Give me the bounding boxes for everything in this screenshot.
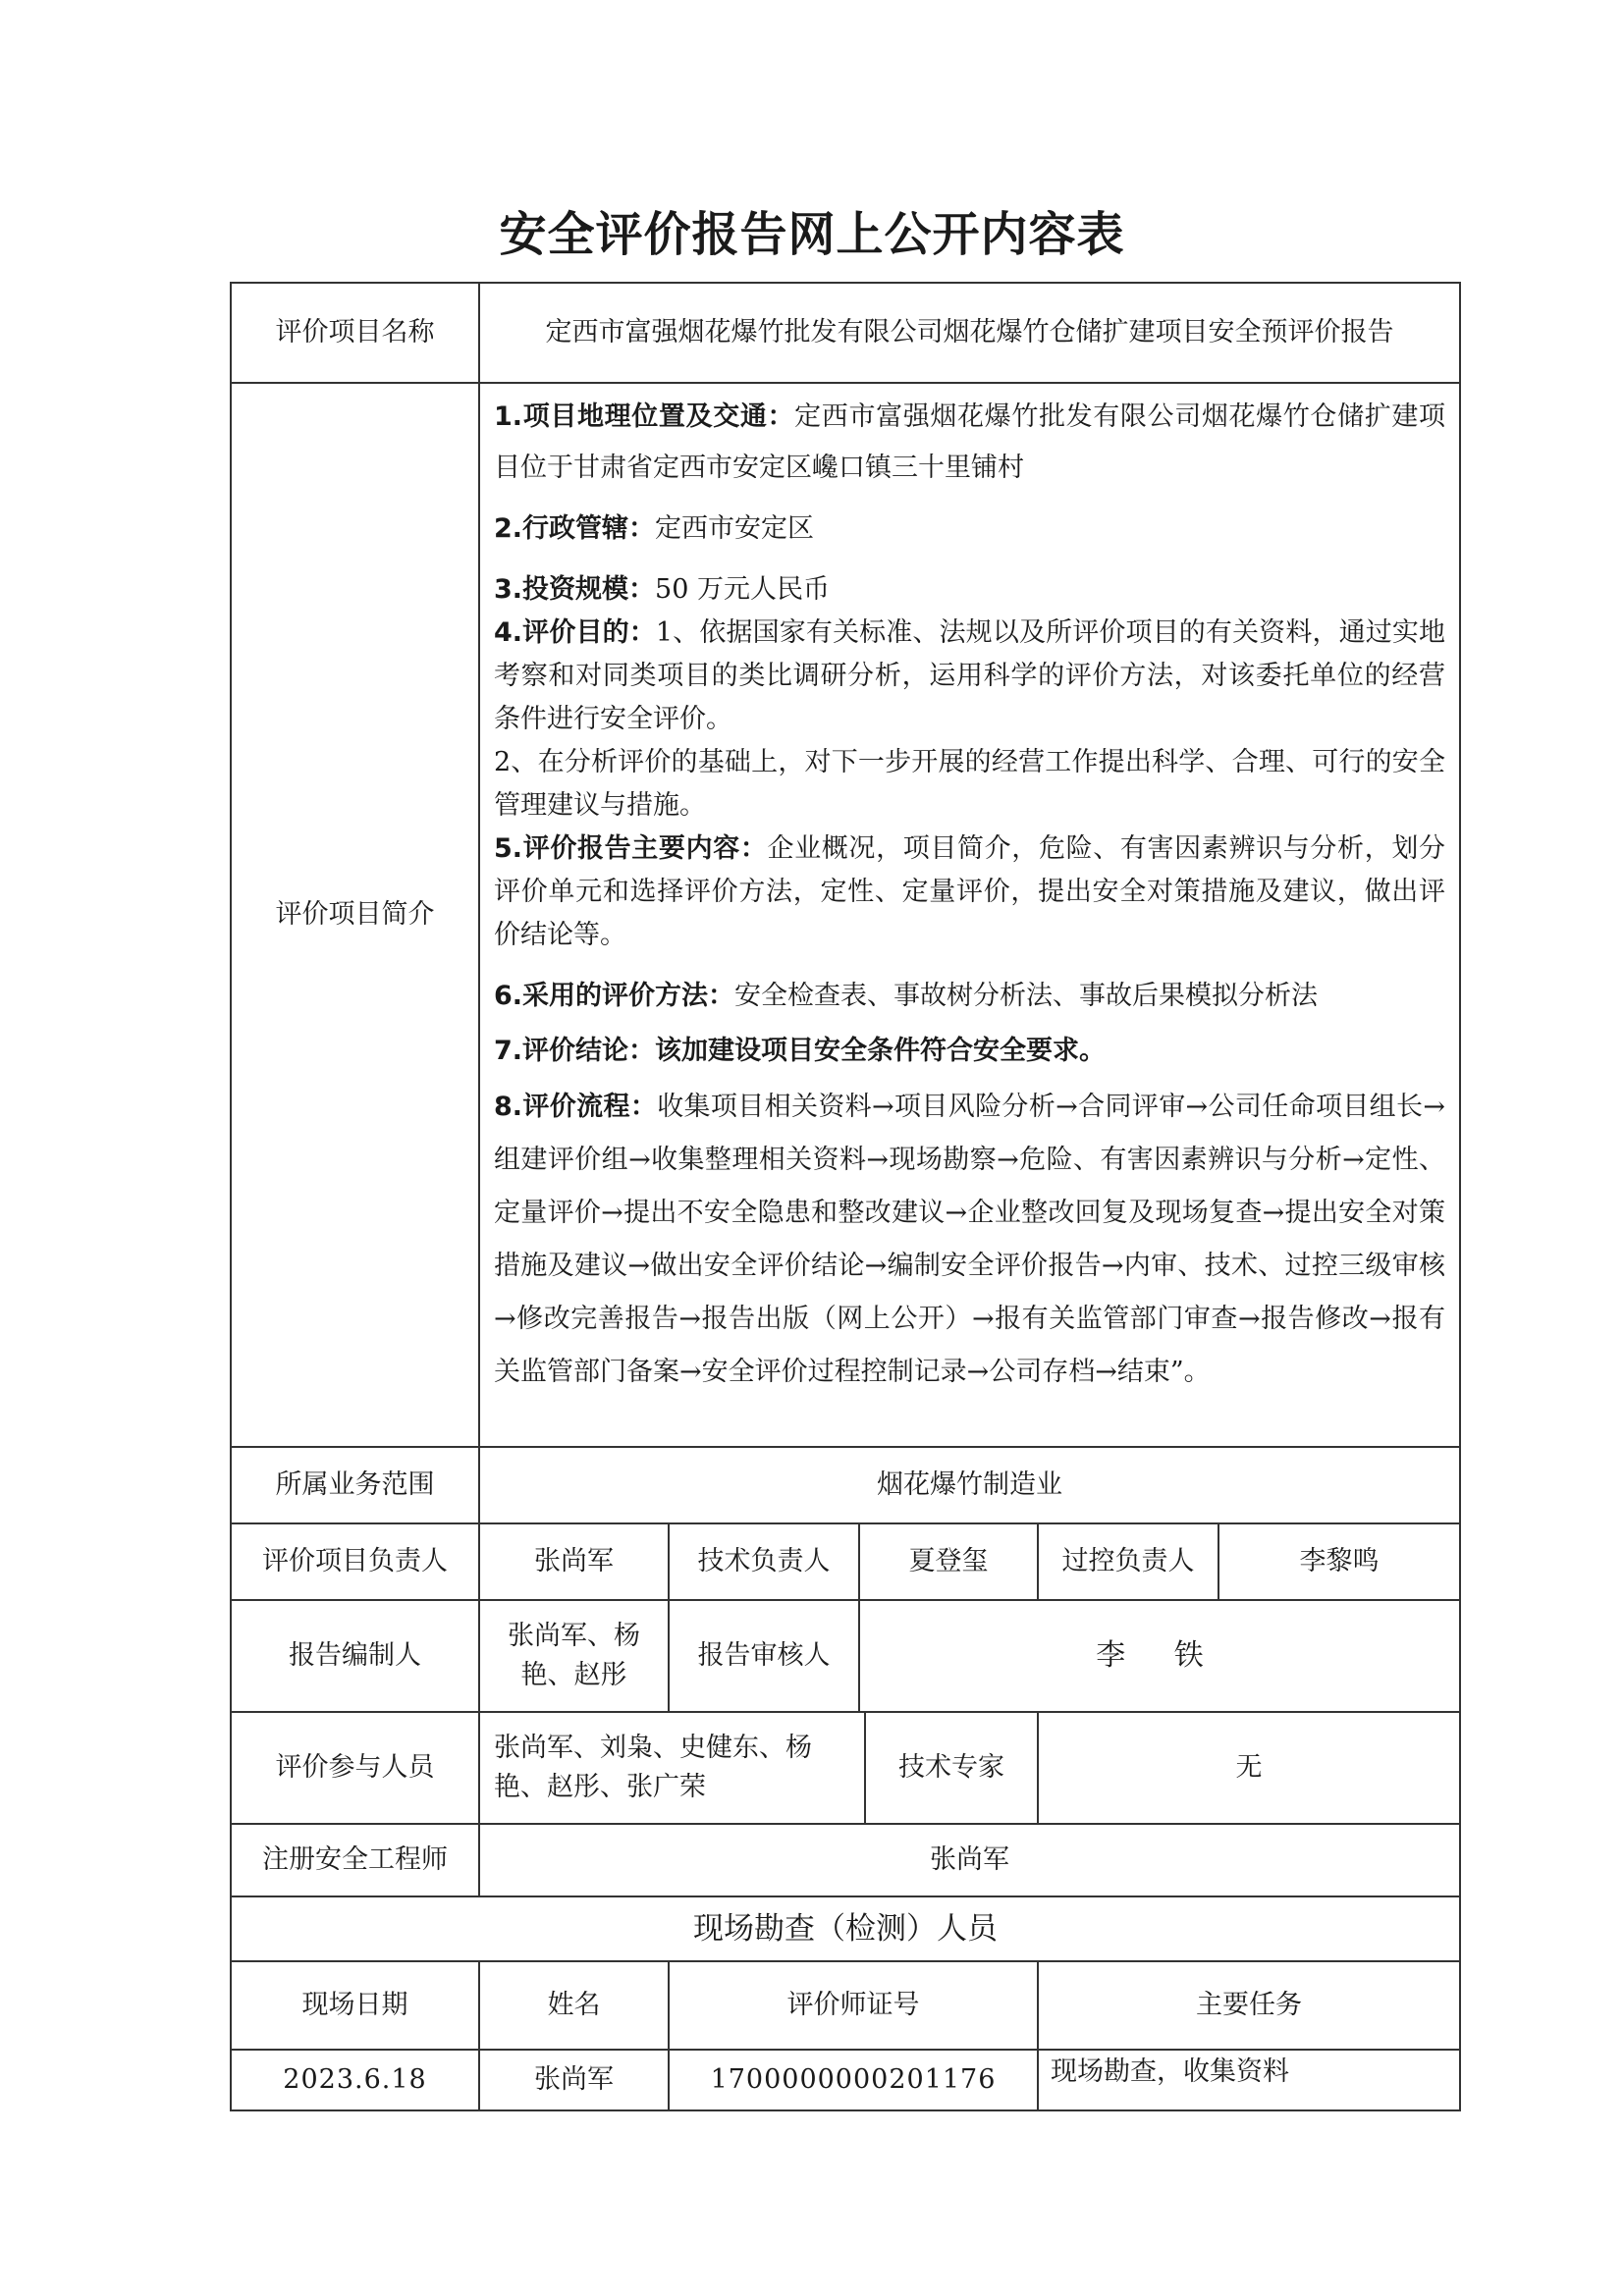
- expert-value: 无: [1038, 1712, 1460, 1824]
- purpose-heading: 4.评价目的：: [494, 617, 656, 648]
- intro-content-summary: [494, 828, 1445, 957]
- expert-label: 技术专家: [865, 1712, 1038, 1824]
- reviewer-label: 报告审核人: [669, 1600, 859, 1712]
- location-text: 定西市富强烟花爆竹批发有限公司烟花爆竹仓储扩建项目位于甘肃省定西市安定区巉口镇三十里铺村: [494, 401, 1446, 483]
- intro-content: [479, 383, 1460, 1447]
- participants-value: 张尚军、刘枭、史健东、杨艳、赵彤、张广荣: [479, 1712, 865, 1824]
- content-heading: 5.评价报告主要内容：: [494, 833, 768, 864]
- location-heading: 1.项目地理位置及交通：: [494, 401, 795, 432]
- intro-purpose: [494, 612, 1445, 741]
- admin-heading: 2.行政管辖：: [494, 513, 656, 544]
- admin-text: 定西市安定区: [655, 513, 815, 544]
- intro-methods: [494, 971, 1445, 1022]
- row-survey-headers: [231, 1961, 1460, 2050]
- row-compile: [231, 1600, 1460, 1712]
- row-project-name: [231, 283, 1460, 383]
- intro-purpose-2: [494, 741, 1445, 828]
- control-lead-value: 李黎鸣: [1218, 1523, 1460, 1600]
- engineer-value: 张尚军: [479, 1824, 1460, 1896]
- survey-date: 2023.6.18: [231, 2050, 479, 2110]
- participants-label: 评价参与人员: [231, 1712, 479, 1824]
- intro-process: [494, 1081, 1445, 1399]
- content-text: 企业概况，项目简介，危险、有害因素辨识与分析，划分评价单元和选择评价方法，定性、定量评价，提出安全对策措施及建议，做出评价结论等。: [494, 833, 1445, 950]
- row-engineer: [231, 1824, 1460, 1896]
- engineer-label: 注册安全工程师: [231, 1824, 479, 1896]
- purpose-text-2: 2、在分析评价的基础上，对下一步开展的经营工作提出科学、合理、可行的安全管理建议与措施。: [494, 747, 1445, 821]
- methods-text: 安全检查表、事故树分析法、事故后果模拟分析法: [734, 981, 1319, 1011]
- intro-conclusion: [494, 1026, 1445, 1077]
- lead-value: 张尚军: [479, 1523, 669, 1600]
- row-project-intro: [231, 383, 1460, 1447]
- project-name-value: 定西市富强烟花爆竹批发有限公司烟花爆竹仓储扩建项目安全预评价报告: [479, 283, 1460, 383]
- tech-lead-value: 夏登玺: [859, 1523, 1038, 1600]
- project-name-label: 评价项目名称: [231, 283, 479, 383]
- disclosure-table: [230, 282, 1461, 2111]
- survey-name: 张尚军: [479, 2050, 669, 2110]
- survey-header-date: 现场日期: [231, 1961, 479, 2050]
- methods-heading: 6.采用的评价方法：: [494, 981, 735, 1011]
- tech-lead-label: 技术负责人: [669, 1523, 859, 1600]
- author-value: 张尚军、杨艳、赵彤: [479, 1600, 669, 1712]
- process-text: 收集项目相关资料→项目风险分析→合同评审→公司任命项目组长→组建评价组→收集整理相关资料→现场勘察→危险、有害因素辨识与分析→定性、定量评价→提出不安全隐患和整改建议→企业整改回复及现场复查→提出安全对策措施及建议→做出安全评价结论→编制安全评价报告→内审、技术、过控三级审核→修改完善报告→报告出版（网上公开）→报有关监管部门审查→报告修改→报有关监管部门备案→安全评价过程控制记录→公司存档→结束”。: [494, 1092, 1445, 1387]
- business-scope-label: 所属业务范围: [231, 1447, 479, 1523]
- survey-header-cert: 评价师证号: [669, 1961, 1038, 2050]
- conclusion-heading: 7.评价结论：: [494, 1036, 656, 1066]
- survey-header-name: 姓名: [479, 1961, 669, 2050]
- survey-task: 现场勘查，收集资料: [1038, 2050, 1460, 2110]
- conclusion-text: 该加建设项目安全条件符合安全要求。: [655, 1036, 1107, 1066]
- author-label: 报告编制人: [231, 1600, 479, 1712]
- intro-investment: [494, 568, 1445, 612]
- row-business-scope: [231, 1447, 1460, 1523]
- purpose-text-1: 1、依据国家有关标准、法规以及所评价项目的有关资料，通过实地考察和对同类项目的类比调研分析，运用科学的评价方法，对该委托单位的经营条件进行安全评价。: [494, 617, 1446, 734]
- control-lead-label: 过控负责人: [1038, 1523, 1218, 1600]
- table-row: [231, 2050, 1460, 2110]
- process-heading: 8.评价流程：: [494, 1092, 658, 1122]
- investment-text: 50 万元人民币: [655, 574, 830, 605]
- survey-header-task: 主要任务: [1038, 1961, 1460, 2050]
- investment-heading: 3.投资规模：: [494, 574, 656, 605]
- row-responsible: [231, 1523, 1460, 1600]
- page-title: 安全评价报告网上公开内容表: [499, 207, 1125, 262]
- row-survey-title: [231, 1896, 1460, 1961]
- lead-label: 评价项目负责人: [231, 1523, 479, 1600]
- intro-label: 评价项目简介: [231, 383, 479, 1447]
- intro-location: [494, 392, 1445, 494]
- intro-admin: [494, 504, 1445, 555]
- reviewer-value: 李 铁: [859, 1600, 1460, 1712]
- survey-title: 现场勘查（检测）人员: [231, 1896, 1460, 1961]
- row-participants: [231, 1712, 1460, 1824]
- survey-cert: 1700000000201176: [669, 2050, 1038, 2110]
- business-scope-value: 烟花爆竹制造业: [479, 1447, 1460, 1523]
